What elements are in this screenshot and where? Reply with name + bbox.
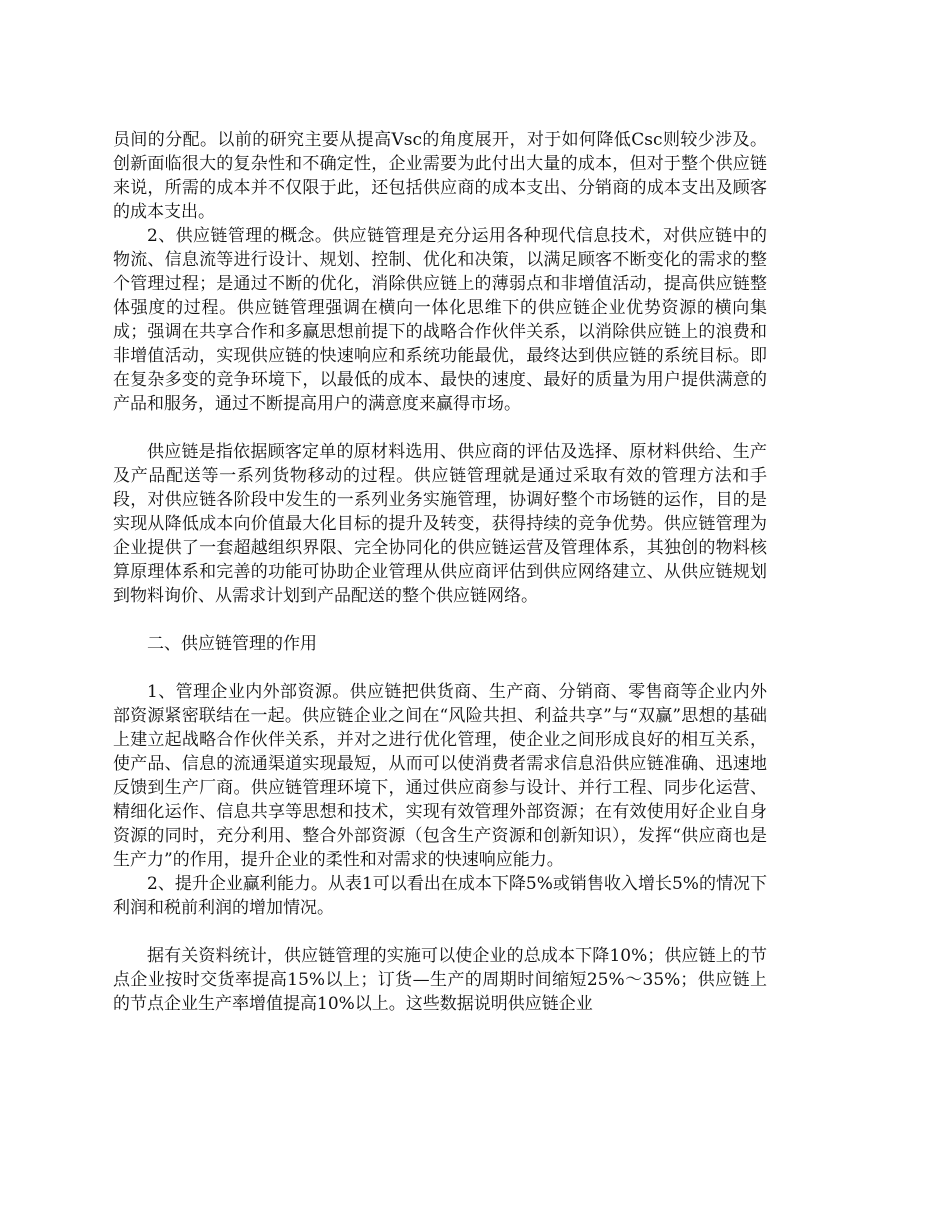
paragraph-gap xyxy=(113,656,767,680)
paragraph-supply-chain-definition: 供应链是指依据顾客定单的原材料选用、供应商的评估及选择、原材料供给、生产及产品配送等一系列货物移动的过程。供应链管理就是通过采取有效的管理方法和手段，对供应链各阶段中发生的一系列业务实施管理，协调好整个市场链的运作，目的是实现从降低成本向价值最大化目标的提升及转变，获得持续的竞争优势。供应链管理为企业提供了一套超越组织界限、完全协同化的供应链运营及管理体系，其独创的物料核算原理体系和完善的功能可协助企业管理从供应商评估到供应网络建立、从供应链规划到物料询价、从需求计划到产品配送的整个供应链网络。 xyxy=(113,442,767,606)
paragraph-gap xyxy=(113,416,767,440)
paragraph-statistics: 据有关资料统计，供应链管理的实施可以使企业的总成本下降10%；供应链上的节点企业按时交货率提高15%以上；订货—生产的周期时间缩短25%～35%；供应链上的节点企业生产率增值提高10%以上。这些数据说明供应链企业 xyxy=(113,946,767,1014)
paragraph-manage-resources: 1、管理企业内外部资源。供应链把供货商、生产商、分销商、零售商等企业内外部资源紧密联结在一起。供应链企业之间在“风险共担、利益共享”与“双赢”思想的基础上建立起战略合作伙伴关系，并对之进行优化管理，使企业之间形成良好的相互关系，使产品、信息的流通渠道实现最短，从而可以使消费者需求信息沿供应链准确、迅速地反馈到生产厂商。供应链管理环境下，通过供应商参与设计、并行工程、同步化运营、精细化运作、信息共享等思想和技术，实现有效管理外部资源；在有效使用好企业自身资源的同时，充分利用、整合外部资源（包含生产资源和创新知识），发挥“供应商也是生产力”的作用，提升企业的柔性和对需求的快速响应能力。 xyxy=(113,682,767,870)
paragraph-supply-chain-concept: 2、供应链管理的概念。供应链管理是充分运用各种现代信息技术，对供应链中的物流、信息流等进行设计、规划、控制、优化和决策，以满足顾客不断变化的需求的整个管理过程；是通过不断的优化，消除供应链上的薄弱点和非增值活动，提高供应链整体强度的过程。供应链管理强调在横向一体化思维下的供应链企业优势资源的横向集成；强调在共享合作和多赢思想前提下的战略合作伙伴关系，以消除供应链上的浪费和非增值活动，实现供应链的快速响应和系统功能最优，最终达到供应链的系统目标。即在复杂多变的竞争环境下，以最低的成本、最快的速度、最好的质量为用户提供满意的产品和服务，通过不断提高用户的满意度来赢得市场。 xyxy=(113,226,767,414)
paragraph-gap xyxy=(113,608,767,632)
document-page xyxy=(113,128,767,1016)
paragraph-profitability: 2、提升企业赢利能力。从表1可以看出在成本下降5%或销售收入增长5%的情况下利润和税前利润的增加情况。 xyxy=(113,874,767,918)
paragraph-gap xyxy=(113,920,767,944)
section-heading: 二、供应链管理的作用 xyxy=(147,634,317,654)
paragraph-continuation: 员间的分配。以前的研究主要从提高Vsc的角度展开，对于如何降低Csc则较少涉及。创新面临很大的复杂性和不确定性，企业需要为此付出大量的成本，但对于整个供应链来说，所需的成本并不仅限于此，还包括供应商的成本支出、分销商的成本支出及顾客的成本支出。 xyxy=(113,130,767,222)
